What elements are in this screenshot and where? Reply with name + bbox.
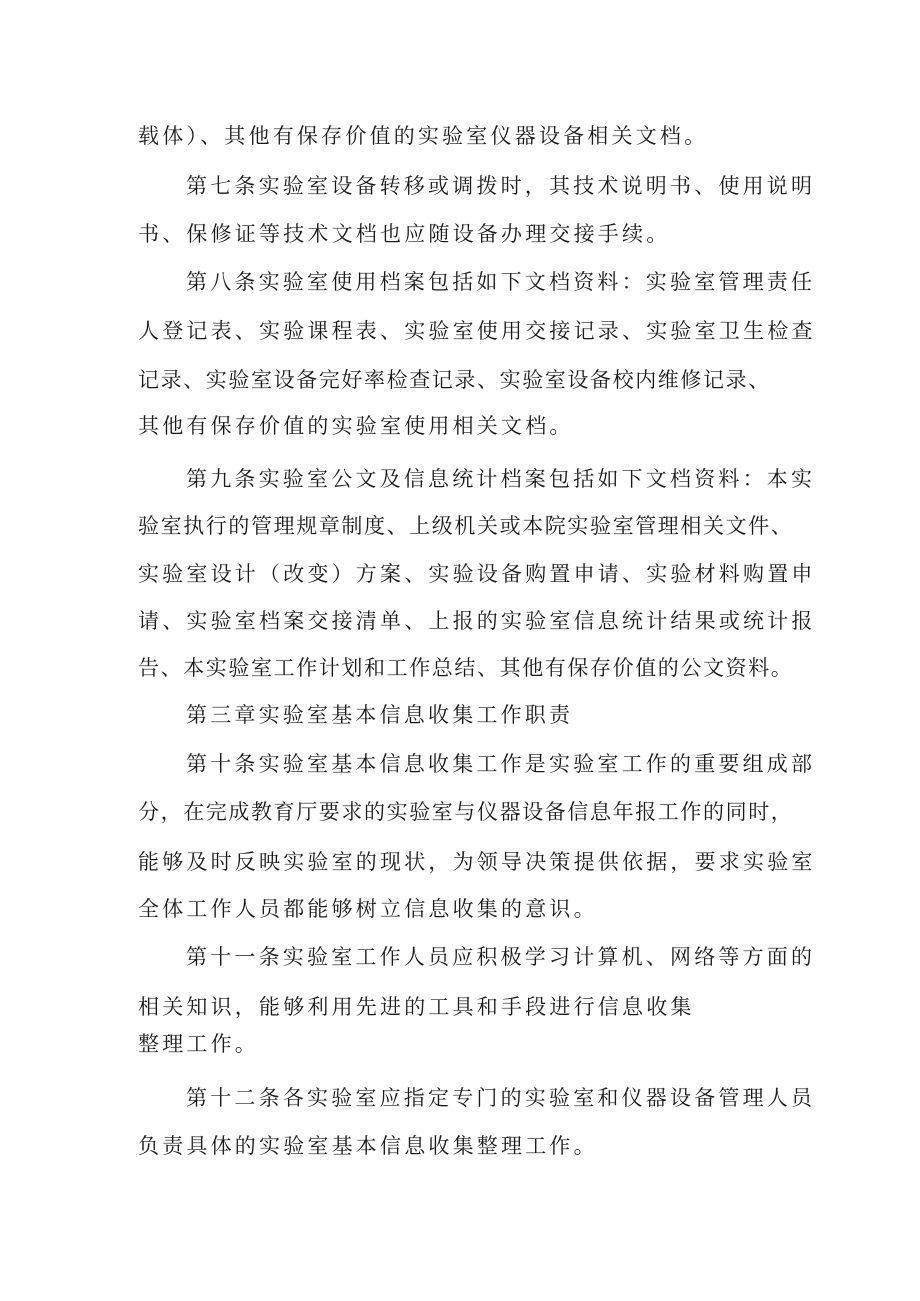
text-line: 书、保修证等技术文档也应随设备办理交接手续。 — [138, 222, 671, 246]
text-line: 第七条实验室设备转移或调拨时，其技术说明书、使用说明 — [186, 174, 816, 198]
text-line: 第十二条各实验室应指定专门的实验室和仪器设备管理人员 — [186, 1086, 816, 1110]
text-line: 相关知识，能够利用先进的工具和手段进行信息收集 — [138, 995, 695, 1019]
text-line: 记录、实验室设备完好率检查记录、实验室设备校内维修记录、 — [138, 368, 771, 392]
text-line: 载体）、其他有保存价值的实验室仪器设备相关文档。 — [138, 124, 709, 148]
text-line: 告、本实验室工作计划和工作总结、其他有保存价值的公文资料。 — [138, 656, 794, 680]
text-line: 整理工作。 — [138, 1032, 259, 1056]
text-line: 第九条实验室公文及信息统计档案包括如下文档资料：本实 — [186, 467, 816, 491]
text-line: 能够及时反映实验室的现状，为领导决策提供依据，要求实验室 — [138, 850, 816, 874]
section-heading: 第三章实验室基本信息收集工作职责 — [186, 703, 574, 727]
text-line: 全体工作人员都能够树立信息收集的意识。 — [138, 897, 598, 921]
text-line: 其他有保存价值的实验室使用相关文档。 — [138, 414, 574, 438]
text-line: 第十条实验室基本信息收集工作是实验室工作的重要组成部 — [186, 752, 816, 776]
text-line: 请、实验室档案交接清单、上报的实验室信息统计结果或统计报 — [138, 609, 816, 633]
text-line: 验室执行的管理规章制度、上级机关或本院实验室管理相关文件、 — [138, 514, 794, 538]
text-line: 第十一条实验室工作人员应积极学习计算机、网络等方面的 — [186, 945, 816, 969]
text-line: 第八条实验室使用档案包括如下文档资料：实验室管理责任 — [186, 270, 816, 294]
text-line: 分，在完成教育厅要求的实验室与仪器设备信息年报工作的同时， — [138, 800, 794, 824]
text-line: 人登记表、实验课程表、实验室使用交接记录、实验室卫生检查 — [138, 319, 816, 343]
text-line: 实验室设计（改变）方案、实验设备购置申请、实验材料购置申 — [138, 562, 816, 586]
text-line: 负责具体的实验室基本信息收集整理工作。 — [138, 1134, 598, 1158]
